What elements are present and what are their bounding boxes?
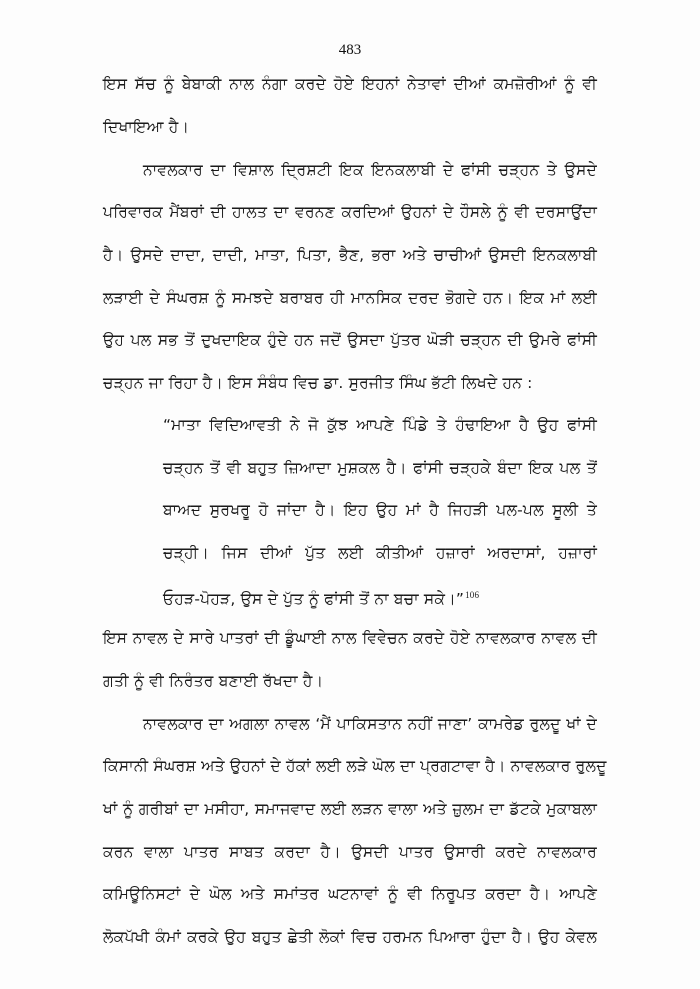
text-line: ਇਸ ਸੱਚ ਨੂੰ ਬੇਬਾਕੀ ਨਾਲ ਨੰਗਾ ਕਰਦੇ ਹੋਏ ਇਹਨਾਂ ਨੇਤਾਵਾਂ ਦੀਆਂ ਕਮਜ਼ੋਰੀਆਂ ਨੂੰ ਵੀ: [103, 75, 597, 93]
text-line: ਪਰਿਵਾਰਕ ਮੈਂਬਰਾਂ ਦੀ ਹਾਲਤ ਦਾ ਵਰਨਣ ਕਰਦਿਆਂ ਉਹਨਾਂ ਦੇ ਹੌਸਲੇ ਨੂੰ ਵੀ ਦਰਸਾਉਂਦਾ: [103, 203, 597, 221]
text-line: ਦਿਖਾਇਆ ਹੈ।: [103, 118, 190, 136]
text-line: ਚੜ੍ਹਨ ਜਾ ਰਿਹਾ ਹੈ। ਇਸ ਸੰਬੰਧ ਵਿਚ ਡਾ. ਸੁਰਜੀਤ ਸਿੰਘ ਭੱਟੀ ਲਿਖਦੇ ਹਨ :: [103, 374, 533, 392]
text-line: ਖਾਂ ਨੂੰ ਗਰੀਬਾਂ ਦਾ ਮਸੀਹਾ, ਸਮਾਜਵਾਦ ਲਈ ਲੜਨ ਵਾਲਾ ਅਤੇ ਜ਼ੁਲਮ ਦਾ ਡੱਟਕੇ ਮੁਕਾਬਲਾ: [103, 800, 597, 818]
quote-line: “ਮਾਤਾ ਵਿਦਿਆਵਤੀ ਨੇ ਜੋ ਕੁੱਝ ਆਪਣੇ ਪਿੰਡੇ ਤੇ ਹੰਢਾਇਆ ਹੈ ਉਹ ਫਾਂਸੀ: [163, 416, 597, 434]
footnote-reference: 106: [465, 590, 480, 600]
text-line: ਲੜਾਈ ਦੇ ਸੰਘਰਸ਼ ਨੂੰ ਸਮਝਦੇ ਬਰਾਬਰ ਹੀ ਮਾਨਸਿਕ ਦਰਦ ਭੋਗਦੇ ਹਨ। ਇਕ ਮਾਂ ਲਈ: [103, 289, 597, 307]
quote-line: [163, 585, 597, 609]
text-line: ਕਮਿਊਨਿਸਟਾਂ ਦੇ ਘੋਲ ਅਤੇ ਸਮਾਂਤਰ ਘਟਨਾਵਾਂ ਨੂੰ ਵੀ ਨਿਰੂਪਤ ਕਰਦਾ ਹੈ। ਆਪਣੇ: [103, 885, 597, 903]
text-line: ਕਿਸਾਨੀ ਸੰਘਰਸ਼ ਅਤੇ ਉਹਨਾਂ ਦੇ ਹੱਕਾਂ ਲਈ ਲੜੇ ਘੋਲ ਦਾ ਪ੍ਰਗਟਾਵਾ ਹੈ। ਨਾਵਲਕਾਰ ਰੁਲਦੂ: [103, 757, 607, 775]
text-line: ਲੋਕਪੱਖੀ ਕੰਮਾਂ ਕਰਕੇ ਉਹ ਬਹੁਤ ਛੇਤੀ ਲੋਕਾਂ ਵਿਚ ਹਰਮਨ ਪਿਆਰਾ ਹੁੰਦਾ ਹੈ। ਉਹ ਕੇਵਲ: [103, 928, 597, 946]
text-line: ਉਹ ਪਲ ਸਭ ਤੋਂ ਦੁਖਦਾਇਕ ਹੁੰਦੇ ਹਨ ਜਦੋਂ ਉਸਦਾ ਪੁੱਤਰ ਘੋੜੀ ਚੜ੍ਹਨ ਦੀ ਉਮਰੇ ਫਾਂਸੀ: [103, 331, 597, 349]
page-number: 483: [338, 42, 362, 58]
quote-line: ਬਾਅਦ ਸੁਰਖਰੂ ਹੋ ਜਾਂਦਾ ਹੈ। ਇਹ ਉਹ ਮਾਂ ਹੈ ਜਿਹੜੀ ਪਲ-ਪਲ ਸੂਲੀ ਤੇ: [163, 501, 597, 519]
text-line: ਗਤੀ ਨੂੰ ਵੀ ਨਿਰੰਤਰ ਬਣਾਈ ਰੱਖਦਾ ਹੈ।: [103, 672, 324, 690]
quote-line: ਚੜ੍ਹਨ ਤੋਂ ਵੀ ਬਹੁਤ ਜ਼ਿਆਦਾ ਮੁਸ਼ਕਲ ਹੈ। ਫਾਂਸੀ ਚੜ੍ਹਕੇ ਬੰਦਾ ਇਕ ਪਲ ਤੋਂ: [163, 459, 597, 477]
text-line: ਹੈ। ਉਸਦੇ ਦਾਦਾ, ਦਾਦੀ, ਮਾਤਾ, ਪਿਤਾ, ਭੈਣ, ਭਰਾ ਅਤੇ ਚਾਚੀਆਂ ਉਸਦੀ ਇਨਕਲਾਬੀ: [103, 246, 597, 264]
quote-line: ਚੜ੍ਹੀ। ਜਿਸ ਦੀਆਂ ਪੁੱਤ ਲਈ ਕੀਤੀਆਂ ਹਜ਼ਾਰਾਂ ਅਰਦਾਸਾਂ, ਹਜ਼ਾਰਾਂ: [163, 544, 597, 562]
quote-text: ਓਹੜ-ਪੋਹੜ, ਉਸ ਦੇ ਪੁੱਤ ਨੂੰ ਫਾਂਸੀ ਤੋਂ ਨਾ ਬਚਾ ਸਕੇ।”: [163, 590, 465, 609]
text-line: ਨਾਵਲਕਾਰ ਦਾ ਵਿਸ਼ਾਲ ਦ੍ਰਿਸ਼ਟੀ ਇਕ ਇਨਕਲਾਬੀ ਦੇ ਫਾਂਸੀ ਚੜ੍ਹਨ ਤੇ ਉਸਦੇ: [143, 161, 597, 179]
text-line: ਨਾਵਲਕਾਰ ਦਾ ਅਗਲਾ ਨਾਵਲ ‘ਮੈਂ ਪਾਕਿਸਤਾਨ ਨਹੀਂ ਜਾਣਾ’ ਕਾਮਰੇਡ ਰੁਲਦੂ ਖਾਂ ਦੇ: [143, 715, 597, 733]
text-line: ਕਰਨ ਵਾਲਾ ਪਾਤਰ ਸਾਬਤ ਕਰਦਾ ਹੈ। ਉਸਦੀ ਪਾਤਰ ਉਸਾਰੀ ਕਰਦੇ ਨਾਵਲਕਾਰ: [103, 843, 597, 861]
text-line: ਇਸ ਨਾਵਲ ਦੇ ਸਾਰੇ ਪਾਤਰਾਂ ਦੀ ਡੂੰਘਾਈ ਨਾਲ ਵਿਵੇਚਨ ਕਰਦੇ ਹੋਏ ਨਾਵਲਕਾਰ ਨਾਵਲ ਦੀ: [103, 629, 597, 647]
